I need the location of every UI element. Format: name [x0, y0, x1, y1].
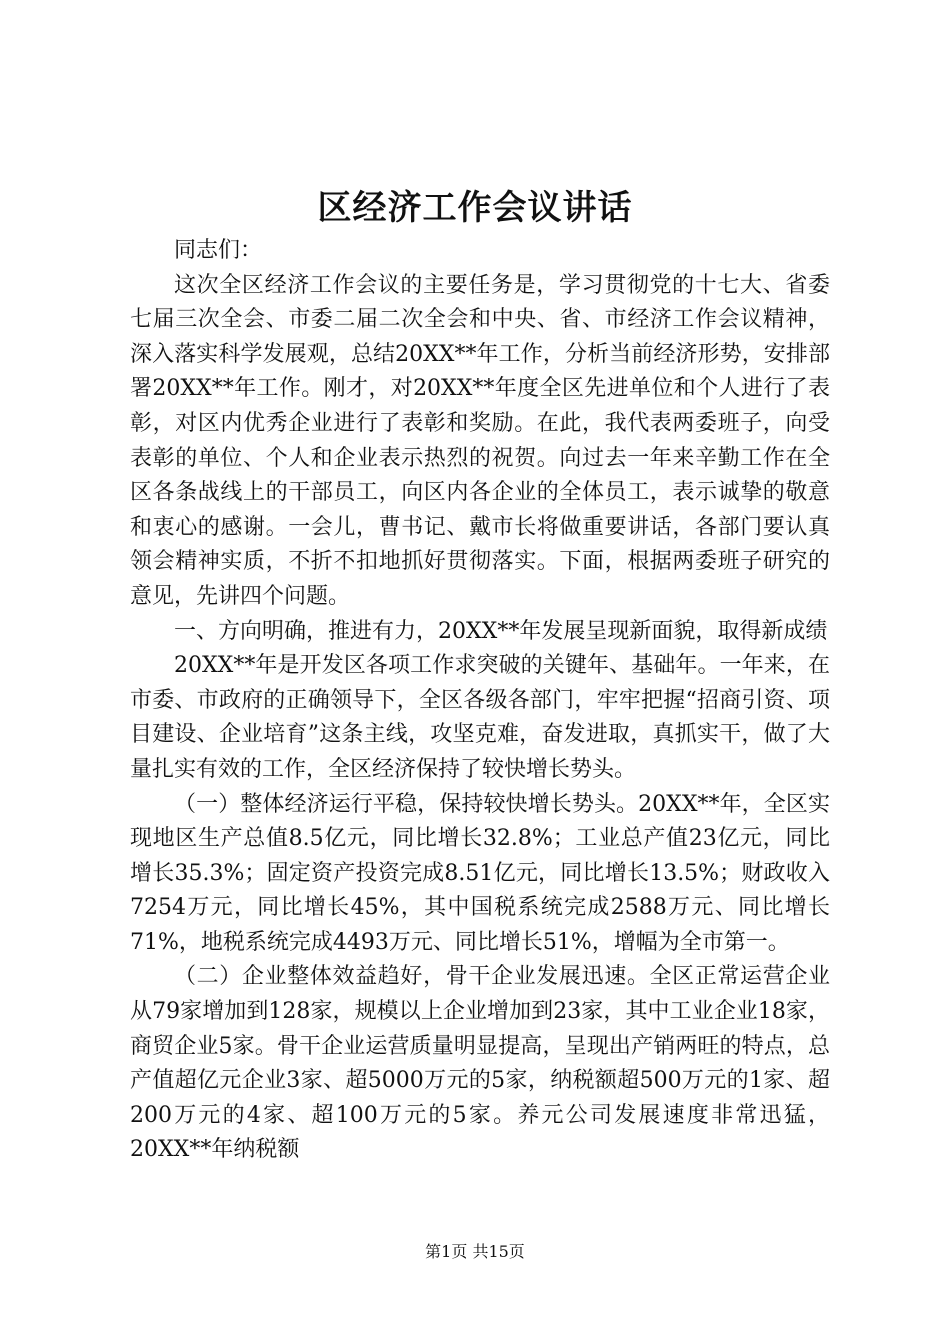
page-footer: 第1页 共15页 — [425, 1242, 525, 1261]
paragraph-economy: （一）整体经济运行平稳，保持较快增长势头。20XX**年，全区实现地区生产总值8.5亿元，同比增长32.8%；工业总产值23亿元，同比增长35.3%；固定资产投资完成8.51亿元，同比增长13.5%；财政收入7254万元，同比增长45%，其中国税系统完成2588万元、同比增长71%，地税系统完成4493万元、同比增长51%，增幅为全市第一。 — [130, 791, 830, 955]
salutation: 同志们： — [174, 238, 263, 263]
section-heading-one: 一、方向明确，推进有力，20XX**年发展呈现新面貌，取得新成绩 — [174, 618, 828, 644]
document-title: 区经济工作会议讲话 — [317, 188, 633, 228]
document-body — [130, 234, 830, 1168]
paragraph-overview: 20XX**年是开发区各项工作求突破的关键年、基础年。一年来，在市委、市政府的正确领导下，全区各级各部门，牢牢把握“招商引资、项目建设、企业培育”这条主线，攻坚克难，奋发进取，真抓实干，做了大量扎实有效的工作，全区经济保持了较快增长势头。 — [130, 653, 830, 782]
paragraph-enterprises: （二）企业整体效益趋好，骨干企业发展迅速。全区正常运营企业从79家增加到128家，规模以上企业增加到23家，其中工业企业18家，商贸企业5家。骨干企业运营质量明显提高，呈现出产销两旺的特点，总产值超亿元企业3家、超5000万元的5家，纳税额超500万元的1家、超200万元的4家、超100万元的5家。养元公司发展速度非常迅猛，20XX**年纳税额 — [130, 964, 830, 1163]
paragraph-intro: 这次全区经济工作会议的主要任务是，学习贯彻党的十七大、省委七届三次全会、市委二届二次全会和中央、省、市经济工作会议精神，深入落实科学发展观，总结20XX**年工作，分析当前经济形势，安排部署20XX**年工作。刚才，对20XX**年度全区先进单位和个人进行了表彰，对区内优秀企业进行了表彰和奖励。在此，我代表两委班子，向受表彰的单位、个人和企业表示热烈的祝贺。向过去一年来辛勤工作在全区各条战线上的干部员工，向区内各企业的全体员工，表示诚挚的敬意和衷心的感谢。一会儿，曹书记、戴市长将做重要讲话，各部门要认真领会精神实质，不折不扣地抓好贯彻落实。下面，根据两委班子研究的意见，先讲四个问题。 — [130, 272, 830, 609]
